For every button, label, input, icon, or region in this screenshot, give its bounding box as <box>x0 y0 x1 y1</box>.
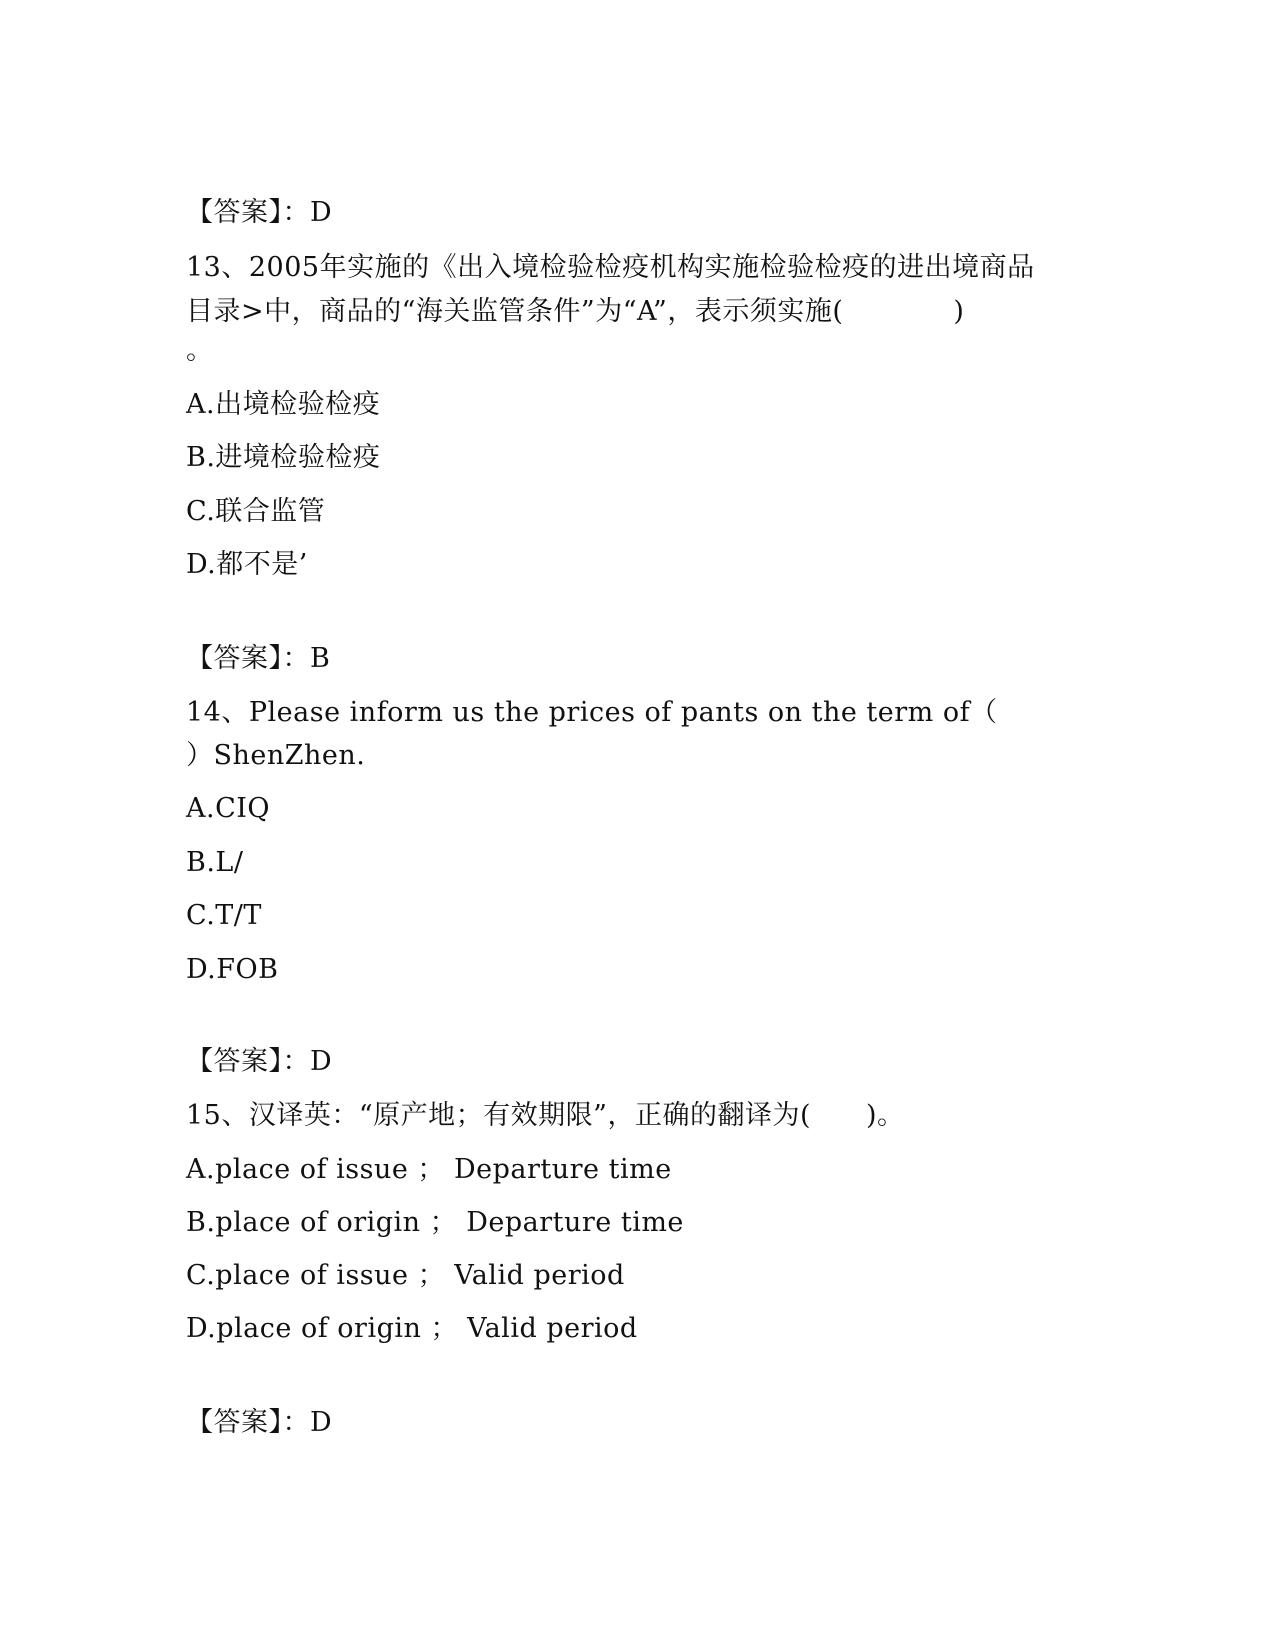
answer-14: 【答案】：D <box>186 1046 333 1077</box>
question-13-text-line-2: 目录>中，商品的“海关监管条件”为“A”，表示须实施( ) <box>186 296 965 327</box>
question-15-option-b: B.place of origin ； Departure time <box>186 1207 684 1238</box>
question-14-text-line-2: ）ShenZhen. <box>186 740 366 771</box>
question-15-option-d: D.place of origin ； Valid period <box>186 1313 638 1344</box>
question-15-option-c: C.place of issue ； Valid period <box>186 1260 625 1291</box>
question-14-option-c: C.T/T <box>186 900 262 931</box>
question-14-option-b: B.L/ <box>186 847 244 878</box>
question-13-text-line-3: 。 <box>186 335 214 366</box>
question-14-option-a: A.CIQ <box>186 793 271 824</box>
question-15-option-a: A.place of issue ； Departure time <box>186 1154 672 1185</box>
question-15-text: 15、汉译英：“原产地；有效期限”，正确的翻译为( )。 <box>186 1100 905 1131</box>
question-13-option-b: B.进境检验检疫 <box>186 442 381 473</box>
question-13-option-a: A.出境检验检疫 <box>186 389 381 420</box>
answer-13: 【答案】：B <box>186 643 331 674</box>
answer-12: 【答案】：D <box>186 197 333 228</box>
question-13-text-line-1: 13、2005年实施的《出入境检验检疫机构实施检验检疫的进出境商品 <box>186 252 1035 283</box>
question-14-text-line-1: 14、Please inform us the prices of pants on the term of（ <box>186 697 998 728</box>
question-14-option-d: D.FOB <box>186 954 279 985</box>
question-13-option-d: D.都不是’ <box>186 549 308 580</box>
question-13-option-c: C.联合监管 <box>186 496 326 527</box>
answer-15: 【答案】：D <box>186 1407 333 1438</box>
